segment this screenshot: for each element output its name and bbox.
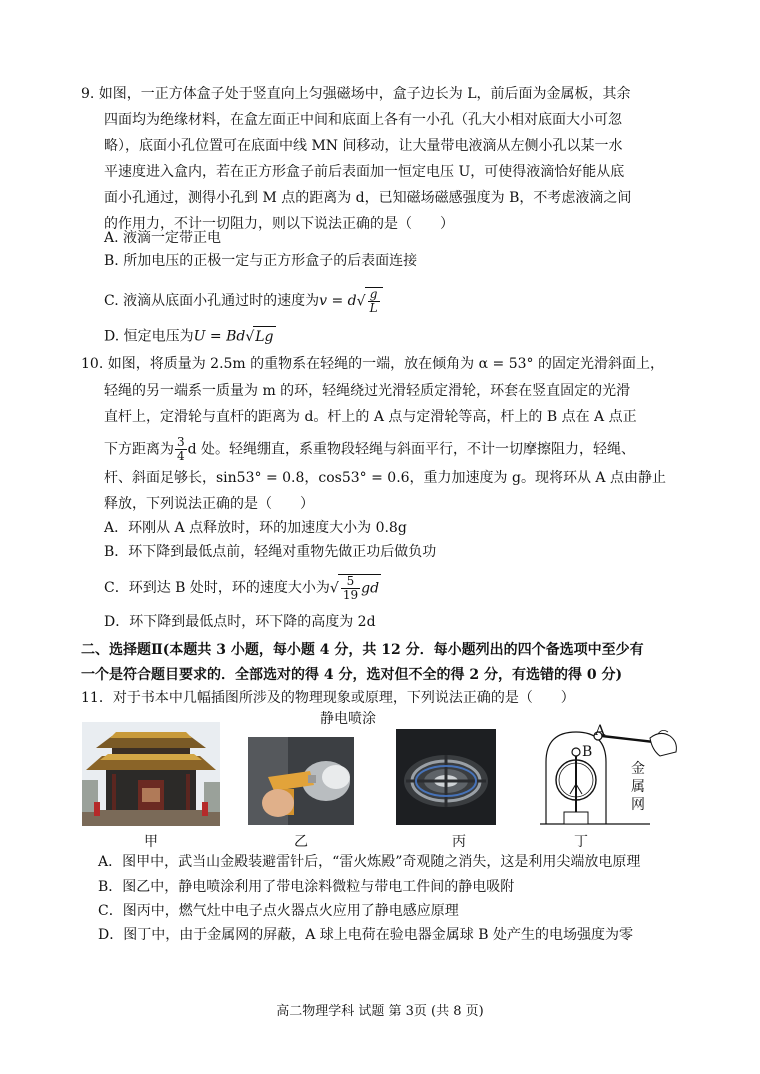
q9-option-c-text: C. 液滴从底面小孔通过时的速度为 bbox=[104, 293, 320, 309]
q11-option-c: C．图丙中，燃气灶中电子点火器点火应用了静电感应原理 bbox=[98, 903, 459, 919]
q9-line-2: 四面均为绝缘材料，在盒左面正中间和底面上各有一小孔（孔大小相对底面大小可忽 bbox=[104, 112, 622, 128]
q9-line-1: 9. 如图，一正方体盒子处于竖直向上匀强磁场中，盒子边长为 L，前后面为金属板，其余 bbox=[81, 86, 631, 102]
q9-option-c-v: v = d bbox=[319, 293, 357, 309]
q10-line-1: 10. 如图，将质量为 2.5m 的重物系在轻绳的一端，放在倾角为 α = 53° 的固定光滑斜面上， bbox=[81, 356, 664, 372]
q11-stem: 11．对于书本中几幅插图所涉及的物理现象或原理，下列说法正确的是（ ） bbox=[81, 690, 575, 706]
q10-line-5: 杆、斜面足够长，sin53° = 0.8，cos53° = 0.6，重力加速度为 g。现将环从 A 点由静止 bbox=[104, 470, 666, 486]
spray-gun-figure bbox=[248, 737, 354, 825]
metal-mesh-label-3: 网 bbox=[631, 797, 645, 813]
q9-line-5: 面小孔通过，测得小孔到 M 点的距离为 d，已知磁场磁感强度为 B，不考虑液滴之间 bbox=[104, 190, 632, 206]
q10-frac-den: 4 bbox=[177, 449, 185, 463]
q10-option-c-suffix: gd bbox=[361, 580, 380, 597]
figure-label-bing: 丙 bbox=[452, 834, 466, 850]
q10-option-d: D．环下降到最低点时，环下降的高度为 2d bbox=[104, 614, 376, 630]
electroscope-label-b: B bbox=[582, 744, 593, 760]
q10-line-3: 直杆上，定滑轮与直杆的距离为 d。杆上的 A 点与定滑轮等高，杆上的 B 点在 A 点正 bbox=[104, 409, 637, 425]
q10-fraction bbox=[175, 436, 187, 463]
metal-mesh-label-1: 金 bbox=[631, 761, 645, 777]
figure-label-yi: 乙 bbox=[294, 834, 308, 850]
q10-option-c-num: 5 bbox=[341, 575, 360, 589]
q9-option-c-num: g bbox=[368, 288, 380, 302]
q9-option-d-expr: U = Bd bbox=[193, 328, 246, 345]
section-2-heading-line-2: 一个是符合题目要求的．全部选对的得 4 分，选对但不全的得 2 分，有选错的得 0 分) bbox=[81, 667, 623, 683]
q9-line-6: 的作用力，不计一切阻力，则以下说法正确的是（ ） bbox=[104, 216, 454, 232]
q9-option-c-sqrt: √ $\frac{g}{L}$ bbox=[357, 287, 383, 315]
q10-option-c-text: C．环到达 B 处时，环的速度大小为 bbox=[104, 580, 330, 596]
electroscope-label-a: A bbox=[595, 723, 606, 739]
section-2-heading-line-1: 二、选择题Ⅱ(本题共 3 小题，每小题 4 分，共 12 分．每小题列出的四个备选项中至少有 bbox=[81, 642, 644, 658]
q9-option-b: B. 所加电压的正极一定与正方形盒子的后表面连接 bbox=[104, 253, 418, 269]
q10-option-c-den: 19 bbox=[342, 588, 359, 602]
q10-option-a: A．环刚从 A 点释放时，环的加速度大小为 0.8g bbox=[104, 520, 407, 536]
q11-option-d: D．图丁中，由于金属网的屏蔽，A 球上电荷在验电器金属球 B 处产生的电场强度为零 bbox=[98, 927, 633, 943]
q9-option-c bbox=[104, 287, 383, 315]
q11-option-b: B．图乙中，静电喷涂利用了带电涂料微粒与带电工件间的静电吸附 bbox=[98, 879, 515, 895]
q9-option-d-text: D. 恒定电压为 bbox=[104, 328, 194, 345]
q10-line-4 bbox=[104, 436, 635, 463]
gas-stove-figure bbox=[396, 729, 496, 825]
q10-line-4-suffix: d 处。轻绳绷直，系重物段轻绳与斜面平行，不计一切摩擦阻力，轻绳、 bbox=[187, 441, 636, 458]
q10-option-c-sqrt: √ $\frac{5}{19}$ gd bbox=[329, 574, 380, 602]
q9-option-d-rad: Lg bbox=[253, 326, 275, 347]
q9-line-4: 平速度进入盒内，若在正方形盒子前后表面加一恒定电压 U，可使得液滴恰好能从底 bbox=[104, 164, 625, 180]
q9-option-d bbox=[104, 326, 276, 347]
q9-option-a: A. 液滴一定带正电 bbox=[104, 230, 222, 246]
q10-line-4-prefix: 下方距离为 bbox=[104, 441, 174, 458]
metal-mesh-label-2: 属 bbox=[631, 779, 645, 795]
spray-caption: 静电喷涂 bbox=[320, 711, 376, 727]
q11-option-a: A．图甲中，武当山金殿装避雷针后，“雷火炼殿”奇观随之消失，这是利用尖端放电原理 bbox=[98, 854, 641, 870]
q9-option-c-den: L bbox=[369, 301, 378, 315]
q10-option-c bbox=[104, 574, 381, 602]
q10-frac-num: 3 bbox=[177, 435, 185, 449]
q9-option-d-sqrt: √Lg bbox=[245, 326, 275, 347]
q9-line-3: 略），底面小孔位置可在底面中线 MN 间移动，让大量带电液滴从左侧小孔以某一水 bbox=[104, 138, 623, 154]
page-footer: 高二物理学科 试题 第 3页 (共 8 页) bbox=[276, 1004, 484, 1019]
temple-figure bbox=[82, 722, 220, 826]
figure-label-jia: 甲 bbox=[144, 834, 158, 850]
electroscope-figure bbox=[540, 722, 680, 826]
q10-line-6: 释放，下列说法正确的是（ ） bbox=[104, 496, 314, 512]
figure-label-ding: 丁 bbox=[574, 834, 588, 850]
q10-line-2: 轻绳的另一端系一质量为 m 的环，轻绳绕过光滑轻质定滑轮，环套在竖直固定的光滑 bbox=[104, 383, 631, 399]
q10-option-b: B．环下降到最低点前，轻绳对重物先做正功后做负功 bbox=[104, 544, 437, 560]
